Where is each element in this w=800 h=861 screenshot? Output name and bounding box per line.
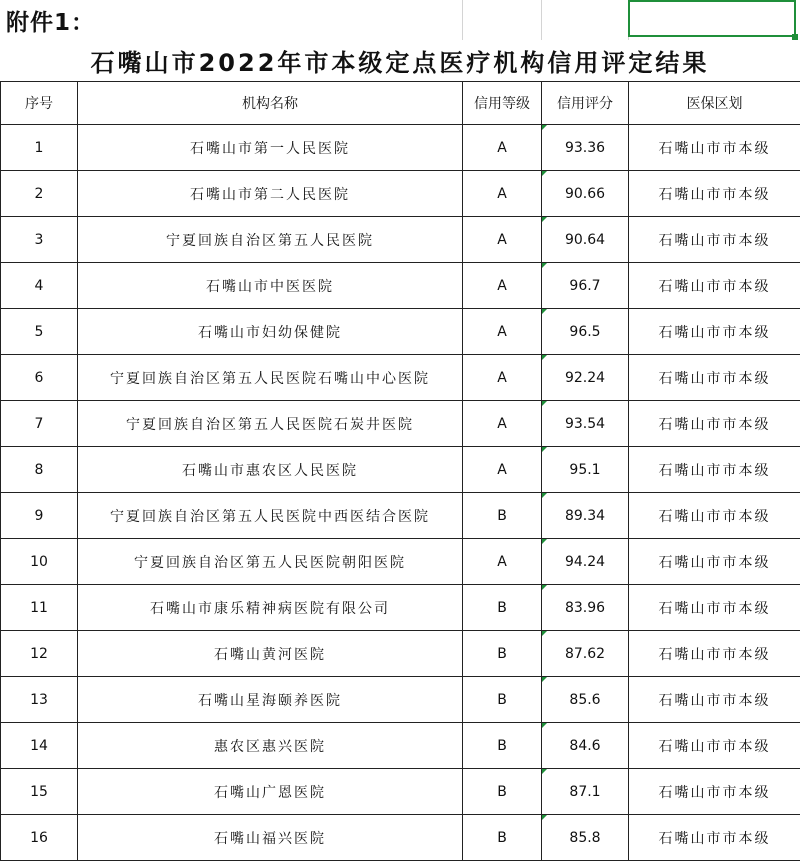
table-row	[1, 769, 800, 815]
cell-score[interactable]: 96.5	[542, 309, 629, 355]
cell-name[interactable]: 石嘴山市第二人民医院	[78, 171, 463, 217]
table-body	[1, 125, 800, 861]
header-region[interactable]: 医保区划	[629, 82, 800, 125]
cell-no[interactable]: 6	[1, 355, 78, 401]
cell-region[interactable]: 石嘴山市市本级	[629, 355, 800, 401]
cell-region[interactable]: 石嘴山市市本级	[629, 677, 800, 723]
cell-name[interactable]: 石嘴山市中医医院	[78, 263, 463, 309]
cell-region[interactable]: 石嘴山市市本级	[629, 493, 800, 539]
cell-name[interactable]: 石嘴山市第一人民医院	[78, 125, 463, 171]
cell-no[interactable]: 14	[1, 723, 78, 769]
table-row	[1, 723, 800, 769]
cell-region[interactable]: 石嘴山市市本级	[629, 401, 800, 447]
cell-region[interactable]: 石嘴山市市本级	[629, 263, 800, 309]
cell-score[interactable]: 94.24	[542, 539, 629, 585]
cell-region[interactable]: 石嘴山市市本级	[629, 631, 800, 677]
cell-no[interactable]: 5	[1, 309, 78, 355]
cell-no[interactable]: 3	[1, 217, 78, 263]
cell-name[interactable]: 石嘴山黄河医院	[78, 631, 463, 677]
cell-name[interactable]: 宁夏回族自治区第五人民医院石嘴山中心医院	[78, 355, 463, 401]
cell-no[interactable]: 9	[1, 493, 78, 539]
cell-name[interactable]: 惠农区惠兴医院	[78, 723, 463, 769]
table-row	[1, 631, 800, 677]
gridline	[462, 0, 463, 40]
cell-region[interactable]: 石嘴山市市本级	[629, 447, 800, 493]
table-row	[1, 539, 800, 585]
cell-score[interactable]: 90.66	[542, 171, 629, 217]
cell-no[interactable]: 12	[1, 631, 78, 677]
cell-grade[interactable]: A	[463, 171, 542, 217]
cell-score[interactable]: 84.6	[542, 723, 629, 769]
cell-region[interactable]: 石嘴山市市本级	[629, 585, 800, 631]
cell-name[interactable]: 石嘴山市惠农区人民医院	[78, 447, 463, 493]
table-row	[1, 309, 800, 355]
cell-region[interactable]: 石嘴山市市本级	[629, 309, 800, 355]
cell-region[interactable]: 石嘴山市市本级	[629, 539, 800, 585]
cell-score[interactable]: 87.62	[542, 631, 629, 677]
cell-grade[interactable]: B	[463, 723, 542, 769]
header-name[interactable]: 机构名称	[78, 82, 463, 125]
results-table	[0, 81, 800, 861]
cell-score[interactable]: 96.7	[542, 263, 629, 309]
table-row	[1, 815, 800, 861]
cell-score[interactable]: 92.24	[542, 355, 629, 401]
header-no[interactable]: 序号	[1, 82, 78, 125]
cell-score[interactable]: 93.36	[542, 125, 629, 171]
cell-grade[interactable]: A	[463, 447, 542, 493]
cell-name[interactable]: 石嘴山市妇幼保健院	[78, 309, 463, 355]
cell-name[interactable]: 宁夏回族自治区第五人民医院朝阳医院	[78, 539, 463, 585]
cell-no[interactable]: 4	[1, 263, 78, 309]
cell-region[interactable]: 石嘴山市市本级	[629, 769, 800, 815]
cell-grade[interactable]: A	[463, 401, 542, 447]
cell-name[interactable]: 宁夏回族自治区第五人民医院	[78, 217, 463, 263]
header-grade[interactable]: 信用等级	[463, 82, 542, 125]
header-row	[1, 82, 800, 125]
cell-no[interactable]: 8	[1, 447, 78, 493]
cell-score[interactable]: 87.1	[542, 769, 629, 815]
cell-name[interactable]: 石嘴山市康乐精神病医院有限公司	[78, 585, 463, 631]
cell-grade[interactable]: B	[463, 677, 542, 723]
cell-grade[interactable]: B	[463, 769, 542, 815]
cell-grade[interactable]: A	[463, 355, 542, 401]
cell-score[interactable]: 93.54	[542, 401, 629, 447]
table-row	[1, 585, 800, 631]
cell-score[interactable]: 95.1	[542, 447, 629, 493]
gridline	[541, 0, 542, 40]
cell-score[interactable]: 89.34	[542, 493, 629, 539]
table-row	[1, 171, 800, 217]
cell-grade[interactable]: B	[463, 631, 542, 677]
cell-no[interactable]: 1	[1, 125, 78, 171]
table-row	[1, 355, 800, 401]
cell-no[interactable]: 15	[1, 769, 78, 815]
cell-grade[interactable]: B	[463, 493, 542, 539]
table-row	[1, 217, 800, 263]
cell-grade[interactable]: A	[463, 263, 542, 309]
selected-cell[interactable]	[628, 0, 796, 37]
cell-no[interactable]: 13	[1, 677, 78, 723]
cell-grade[interactable]: A	[463, 217, 542, 263]
cell-grade[interactable]: B	[463, 815, 542, 861]
cell-name[interactable]: 石嘴山福兴医院	[78, 815, 463, 861]
cell-score[interactable]: 90.64	[542, 217, 629, 263]
cell-region[interactable]: 石嘴山市市本级	[629, 125, 800, 171]
cell-region[interactable]: 石嘴山市市本级	[629, 723, 800, 769]
cell-name[interactable]: 石嘴山广恩医院	[78, 769, 463, 815]
attachment-label[interactable]: 附件1：	[6, 4, 95, 37]
cell-region[interactable]: 石嘴山市市本级	[629, 171, 800, 217]
cell-grade[interactable]: B	[463, 585, 542, 631]
table-row	[1, 447, 800, 493]
cell-score[interactable]: 83.96	[542, 585, 629, 631]
cell-score[interactable]: 85.8	[542, 815, 629, 861]
cell-score[interactable]: 85.6	[542, 677, 629, 723]
cell-grade[interactable]: A	[463, 539, 542, 585]
attachment-row	[0, 0, 800, 40]
table-row	[1, 125, 800, 171]
table-row	[1, 677, 800, 723]
cell-no[interactable]: 10	[1, 539, 78, 585]
cell-region[interactable]: 石嘴山市市本级	[629, 815, 800, 861]
cell-name[interactable]: 宁夏回族自治区第五人民医院中西医结合医院	[78, 493, 463, 539]
cell-name[interactable]: 宁夏回族自治区第五人民医院石炭井医院	[78, 401, 463, 447]
cell-name[interactable]: 石嘴山星海颐养医院	[78, 677, 463, 723]
cell-grade[interactable]: A	[463, 125, 542, 171]
header-score[interactable]: 信用评分	[542, 82, 629, 125]
cell-region[interactable]: 石嘴山市市本级	[629, 217, 800, 263]
cell-no[interactable]: 7	[1, 401, 78, 447]
table-row	[1, 263, 800, 309]
table-row	[1, 401, 800, 447]
cell-no[interactable]: 11	[1, 585, 78, 631]
cell-no[interactable]: 16	[1, 815, 78, 861]
cell-no[interactable]: 2	[1, 171, 78, 217]
cell-grade[interactable]: A	[463, 309, 542, 355]
table-row	[1, 493, 800, 539]
document-title[interactable]: 石嘴山市2022年市本级定点医疗机构信用评定结果	[0, 40, 800, 81]
